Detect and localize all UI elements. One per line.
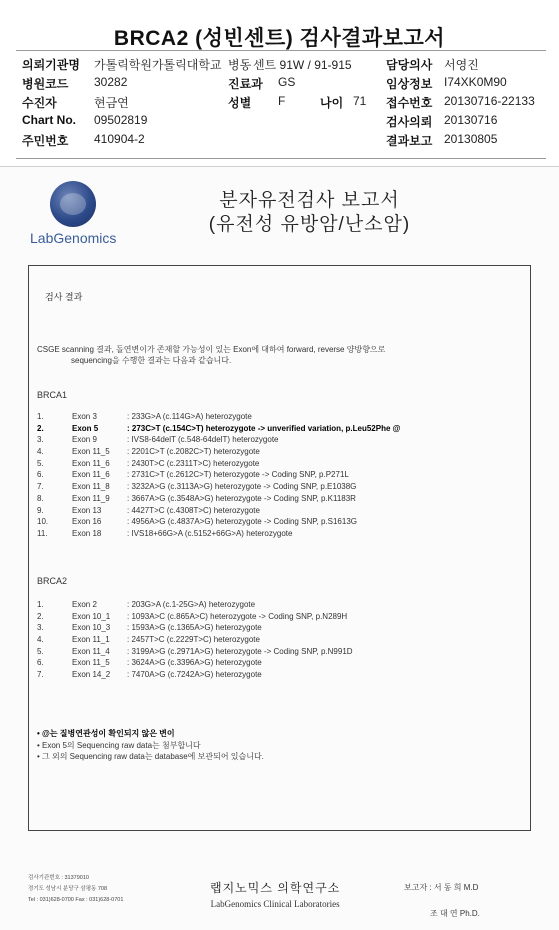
- variant-num: 3.: [37, 623, 44, 633]
- variant-row: [37, 517, 517, 529]
- info-label-doctor: 담당의사: [386, 58, 433, 72]
- lab-name: [210, 879, 340, 909]
- info-value-department: GS: [278, 75, 296, 89]
- variant-desc: : 3624A>G (c.3396A>G) heterozygote: [127, 658, 262, 668]
- variant-row: [37, 412, 517, 424]
- reporters: [404, 875, 480, 927]
- variant-exon: Exon 16: [72, 517, 102, 527]
- variant-row: [37, 623, 517, 635]
- variant-desc: : 7470A>G (c.7242A>G) heterozygote: [127, 670, 262, 680]
- results-box: [28, 265, 531, 831]
- variant-exon: Exon 2: [72, 600, 97, 609]
- intro-text: [37, 344, 507, 366]
- gene-label-brca1: BRCA1: [37, 390, 68, 400]
- variant-desc: : 1593A>G (c.1365A>G) heterozygote: [127, 623, 262, 633]
- variant-num: 5.: [37, 646, 44, 656]
- variant-exon: Exon 11_6: [72, 458, 110, 468]
- variant-row: [37, 658, 517, 670]
- reporter-line: 보고자 : 서 동 희 M.D: [404, 883, 479, 892]
- variant-exon: Exon 11_6: [72, 470, 110, 480]
- variant-row: [37, 529, 517, 541]
- scanned-report-image: [0, 166, 559, 930]
- info-label-age: 나이: [320, 96, 344, 110]
- variant-num: 6.: [37, 658, 44, 668]
- variant-num: 2.: [37, 611, 44, 621]
- lab-name-english: LabGenomics Clinical Laboratories: [210, 899, 340, 909]
- variant-num: 1.: [37, 600, 44, 609]
- variant-num: 6.: [37, 470, 44, 480]
- info-label-request-date: 검사의뢰: [386, 115, 433, 129]
- variant-row: [37, 470, 517, 482]
- lab-address-line: 검사기관번호 : 31379010: [28, 875, 89, 881]
- variant-row: [37, 435, 517, 447]
- variant-exon: Exon 11_4: [72, 646, 110, 656]
- info-value-receipt-no: 20130716-22133: [444, 94, 535, 108]
- intro-line: CSGE scanning 결과, 돌연변이가 존재할 가능성이 있는 Exon에 대하여 forward, reverse 양방향으로: [37, 345, 386, 354]
- variant-desc: : 1093A>C (c.865A>C) heterozygote -> Coding SNP, p.N289H: [127, 611, 348, 621]
- variant-num: 3.: [37, 435, 44, 445]
- info-value-clinical-info: I74XK0M90: [444, 75, 507, 89]
- variant-row: [37, 635, 517, 647]
- variant-desc: : 2201C>T (c.2082C>T) heterozygote: [127, 447, 260, 457]
- lab-address: [28, 873, 123, 906]
- info-value-request-date: 20130716: [444, 113, 498, 127]
- variant-row: [37, 424, 517, 436]
- variant-num: 1.: [37, 412, 44, 421]
- info-value-age: 71: [353, 94, 367, 108]
- variant-desc: : 4956A>G (c.4837A>G) heterozygote -> Coding SNP, p.S1613G: [127, 517, 357, 527]
- variant-desc: : 3232A>G (c.3113A>G) heterozygote -> Coding SNP, p.E1038G: [127, 482, 357, 492]
- info-value-doctor: 서영진: [444, 58, 479, 72]
- info-row: [22, 113, 542, 132]
- info-label-clinical-info: 임상정보: [386, 77, 433, 91]
- footnotes: [37, 728, 264, 763]
- variant-exon: Exon 13: [72, 505, 102, 515]
- footnote: • 그 외의 Sequencing raw data는 database에 보관되어 있습니다.: [37, 752, 264, 761]
- logo-text: LabGenomics: [30, 230, 117, 246]
- variant-exon: Exon 11_9: [72, 493, 110, 503]
- variant-desc: : 233G>A (c.114G>A) heterozygote: [127, 412, 252, 421]
- variant-num: 5.: [37, 458, 44, 468]
- info-label-institution: 의뢰기관명: [22, 58, 80, 72]
- variant-row: [37, 494, 517, 506]
- variant-desc: : IVS8-64delT (c.548-64delT) heterozygote: [127, 435, 279, 445]
- info-label-patient: 수진자: [22, 96, 57, 110]
- variant-exon: Exon 9: [72, 435, 97, 445]
- variant-desc: : 2457T>C (c.2229T>C) heterozygote: [127, 635, 260, 645]
- variant-row: [37, 447, 517, 459]
- variant-num: 4.: [37, 635, 44, 645]
- variant-exon: Exon 14_2: [72, 670, 111, 680]
- brca1-variant-list: [37, 412, 517, 541]
- info-row: [22, 94, 542, 113]
- info-label-chart-no: Chart No.: [22, 113, 76, 127]
- gene-label-brca2: BRCA2: [37, 576, 68, 586]
- variant-exon: Exon 10_3: [72, 623, 111, 633]
- footnote: • Exon 5의 Sequencing raw data는 첨부합니다: [37, 740, 201, 750]
- footnote: • @는 질병연관성이 확인되지 않은 변이: [37, 729, 175, 738]
- variant-exon: Exon 10_1: [72, 611, 111, 621]
- intro-line: sequencing을 수행한 결과는 다음과 같습니다.: [71, 356, 232, 365]
- variant-exon: Exon 11_5: [72, 658, 110, 668]
- doc-subtitle: (유전성 유방암/난소암): [208, 214, 411, 235]
- variant-exon: Exon 11_8: [72, 482, 110, 492]
- info-row: [22, 56, 542, 75]
- variant-desc: : 3667A>G (c.3548A>G) heterozygote -> Coding SNP, p.K1183R: [127, 493, 356, 503]
- header-divider: [16, 50, 546, 51]
- variant-row: [37, 506, 517, 518]
- variant-desc: : 4427T>C (c.4308T>C) heterozygote: [127, 505, 260, 515]
- variant-exon: Exon 11_1: [72, 635, 110, 645]
- variant-num: 8.: [37, 493, 44, 503]
- lab-name-korean: 랩지노믹스 의학연구소: [210, 881, 341, 895]
- info-value-hospital-code: 30282: [94, 75, 128, 89]
- variant-desc: : 273C>T (c.154C>T) heterozygote -> unverified variation, p.Leu52Phe @: [127, 423, 401, 433]
- variant-row: [37, 459, 517, 471]
- info-label-resident-no: 주민번호: [22, 134, 69, 148]
- info-value-patient: 현금연: [94, 96, 129, 110]
- info-label-receipt-no: 접수번호: [386, 96, 433, 110]
- brca2-variant-list: [37, 600, 517, 682]
- reporter-line: 조 대 연 Ph.D.: [430, 909, 480, 918]
- variant-desc: : 203G>A (c.1-25G>A) heterozygote: [127, 600, 256, 609]
- variant-num: 4.: [37, 447, 44, 457]
- info-value-chart-no: 09502819: [94, 113, 148, 127]
- info-value-report-date: 20130805: [444, 132, 498, 146]
- info-label-hospital-code: 병원코드: [22, 77, 69, 91]
- info-label-ward: 병동: [228, 58, 252, 72]
- variant-exon: Exon 3: [72, 412, 97, 421]
- variant-num: 2.: [37, 423, 44, 433]
- info-row: [22, 132, 542, 151]
- info-label-report-date: 결과보고: [386, 134, 433, 148]
- info-label-department: 진료과: [228, 77, 263, 91]
- variant-desc: : IVS18+66G>A (c.5152+66G>A) heterozygote: [127, 528, 293, 538]
- variant-row: [37, 647, 517, 659]
- variant-row: [37, 670, 517, 682]
- variant-num: 7.: [37, 482, 44, 492]
- variant-row: [37, 482, 517, 494]
- section-label: 검사 결과: [45, 292, 83, 302]
- variant-num: 7.: [37, 670, 44, 680]
- info-value-ward: 센트 91W / 91-915: [253, 58, 352, 72]
- variant-num: 10.: [37, 517, 49, 527]
- info-value-resident-no: 410904-2: [94, 132, 145, 146]
- patient-info-grid: [22, 56, 542, 151]
- doc-title: 분자유전검사 보고서: [219, 190, 400, 211]
- variant-num: 9.: [37, 505, 44, 515]
- info-value-sex: F: [278, 94, 286, 108]
- variant-row: [37, 600, 517, 612]
- info-label-sex: 성별: [228, 96, 252, 110]
- info-value-institution: 가톨릭학원가톨릭대학교: [94, 58, 222, 72]
- variant-row: [37, 612, 517, 624]
- variant-exon: Exon 5: [72, 423, 99, 433]
- header-divider: [16, 158, 546, 159]
- variant-exon: Exon 11_5: [72, 447, 110, 457]
- lab-address-line: Tel : 031)628-0700 Fax : 031)628-0701: [28, 897, 124, 903]
- variant-desc: : 2731C>T (c.2612C>T) heterozygote -> Coding SNP, p.P271L: [127, 470, 349, 480]
- lab-address-line: 경기도 성남시 분당구 삼평동 708: [28, 886, 108, 892]
- info-row: [22, 75, 542, 94]
- variant-desc: : 3199A>G (c.2971A>G) heterozygote -> Coding SNP, p.N991D: [127, 646, 353, 656]
- variant-exon: Exon 18: [72, 528, 102, 538]
- variant-num: 11.: [37, 528, 48, 538]
- variant-desc: : 2430T>C (c.2311T>C) heterozygote: [127, 458, 260, 468]
- report-title: BRCA2 (성빈센트) 검사결과보고서: [113, 27, 446, 50]
